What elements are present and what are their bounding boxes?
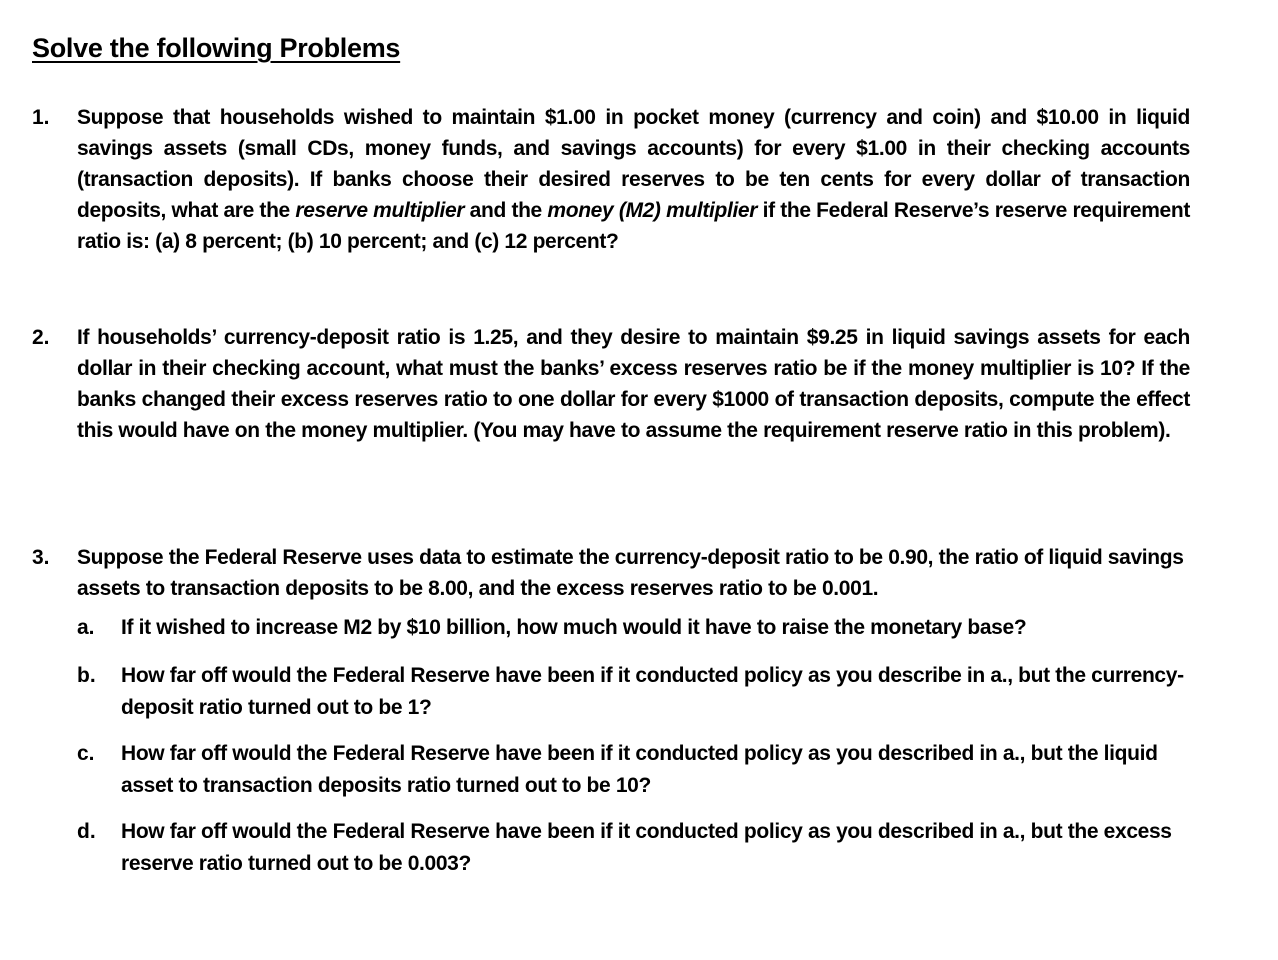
problem-number: 2. bbox=[32, 326, 50, 349]
problem-text bbox=[77, 102, 1190, 257]
problem-text: If households’ currency-deposit ratio is 1.25, and they desire to maintain $9.25 in liquid savings assets for each dollar in their checking account, what must the banks’ excess reserves ratio be if the money multiplier is 10? If the banks changed their excess reserves ratio to one dollar for every $1000 of transaction deposits, compute the effect this would have on the money multiplier. (You may have to assume the requirement reserve ratio in this problem). bbox=[77, 326, 1190, 442]
subpart-text: How far off would the Federal Reserve have been if it conducted policy as you described in a., but the liquid asset to transaction deposits ratio turned out to be 10? bbox=[121, 742, 1158, 797]
subpart-label: d. bbox=[77, 820, 96, 843]
subpart-label: b. bbox=[77, 664, 96, 687]
problem-number: 1. bbox=[32, 106, 50, 129]
problem-text-part: and the bbox=[464, 199, 548, 222]
problem-text: Suppose the Federal Reserve uses data to estimate the currency-deposit ratio to be 0.90, the ratio of liquid savings assets to transaction deposits to be 8.00, and the excess reserves ratio to be 0.001. bbox=[77, 546, 1184, 600]
problem-number: 3. bbox=[32, 546, 50, 569]
subpart-label: a. bbox=[77, 616, 95, 639]
subpart-label: c. bbox=[77, 742, 95, 765]
emphasis-money-multiplier: money (M2) multiplier bbox=[547, 199, 758, 222]
page-title: Solve the following Problems bbox=[32, 33, 401, 63]
subpart-text: How far off would the Federal Reserve have been if it conducted policy as you describe in a., but the currency-deposit ratio turned out to be 1? bbox=[121, 664, 1184, 719]
emphasis-reserve-multiplier: reserve multiplier bbox=[295, 199, 465, 222]
problem-text-part: Suppose that households wished to maintain $1.00 in pocket money (currency and coin) and $10.00 in liquid savings assets (small CDs, money funds, and savings accounts) for every $1.00 in their checking accounts (transaction deposits). If banks choose their desired reserves to be ten cents for every dollar of transaction deposits, what are the bbox=[77, 106, 1190, 222]
subpart-text: How far off would the Federal Reserve have been if it conducted policy as you described in a., but the excess reserve ratio turned out to be 0.003? bbox=[121, 820, 1172, 875]
problem-text-part: if the Federal Reserve’s reserve requirement ratio is: (a) 8 percent; (b) 10 percent; and (c) 12 percent? bbox=[77, 199, 1190, 253]
subpart-text: If it wished to increase M2 by $10 billion, how much would it have to raise the monetary base? bbox=[121, 616, 1027, 639]
